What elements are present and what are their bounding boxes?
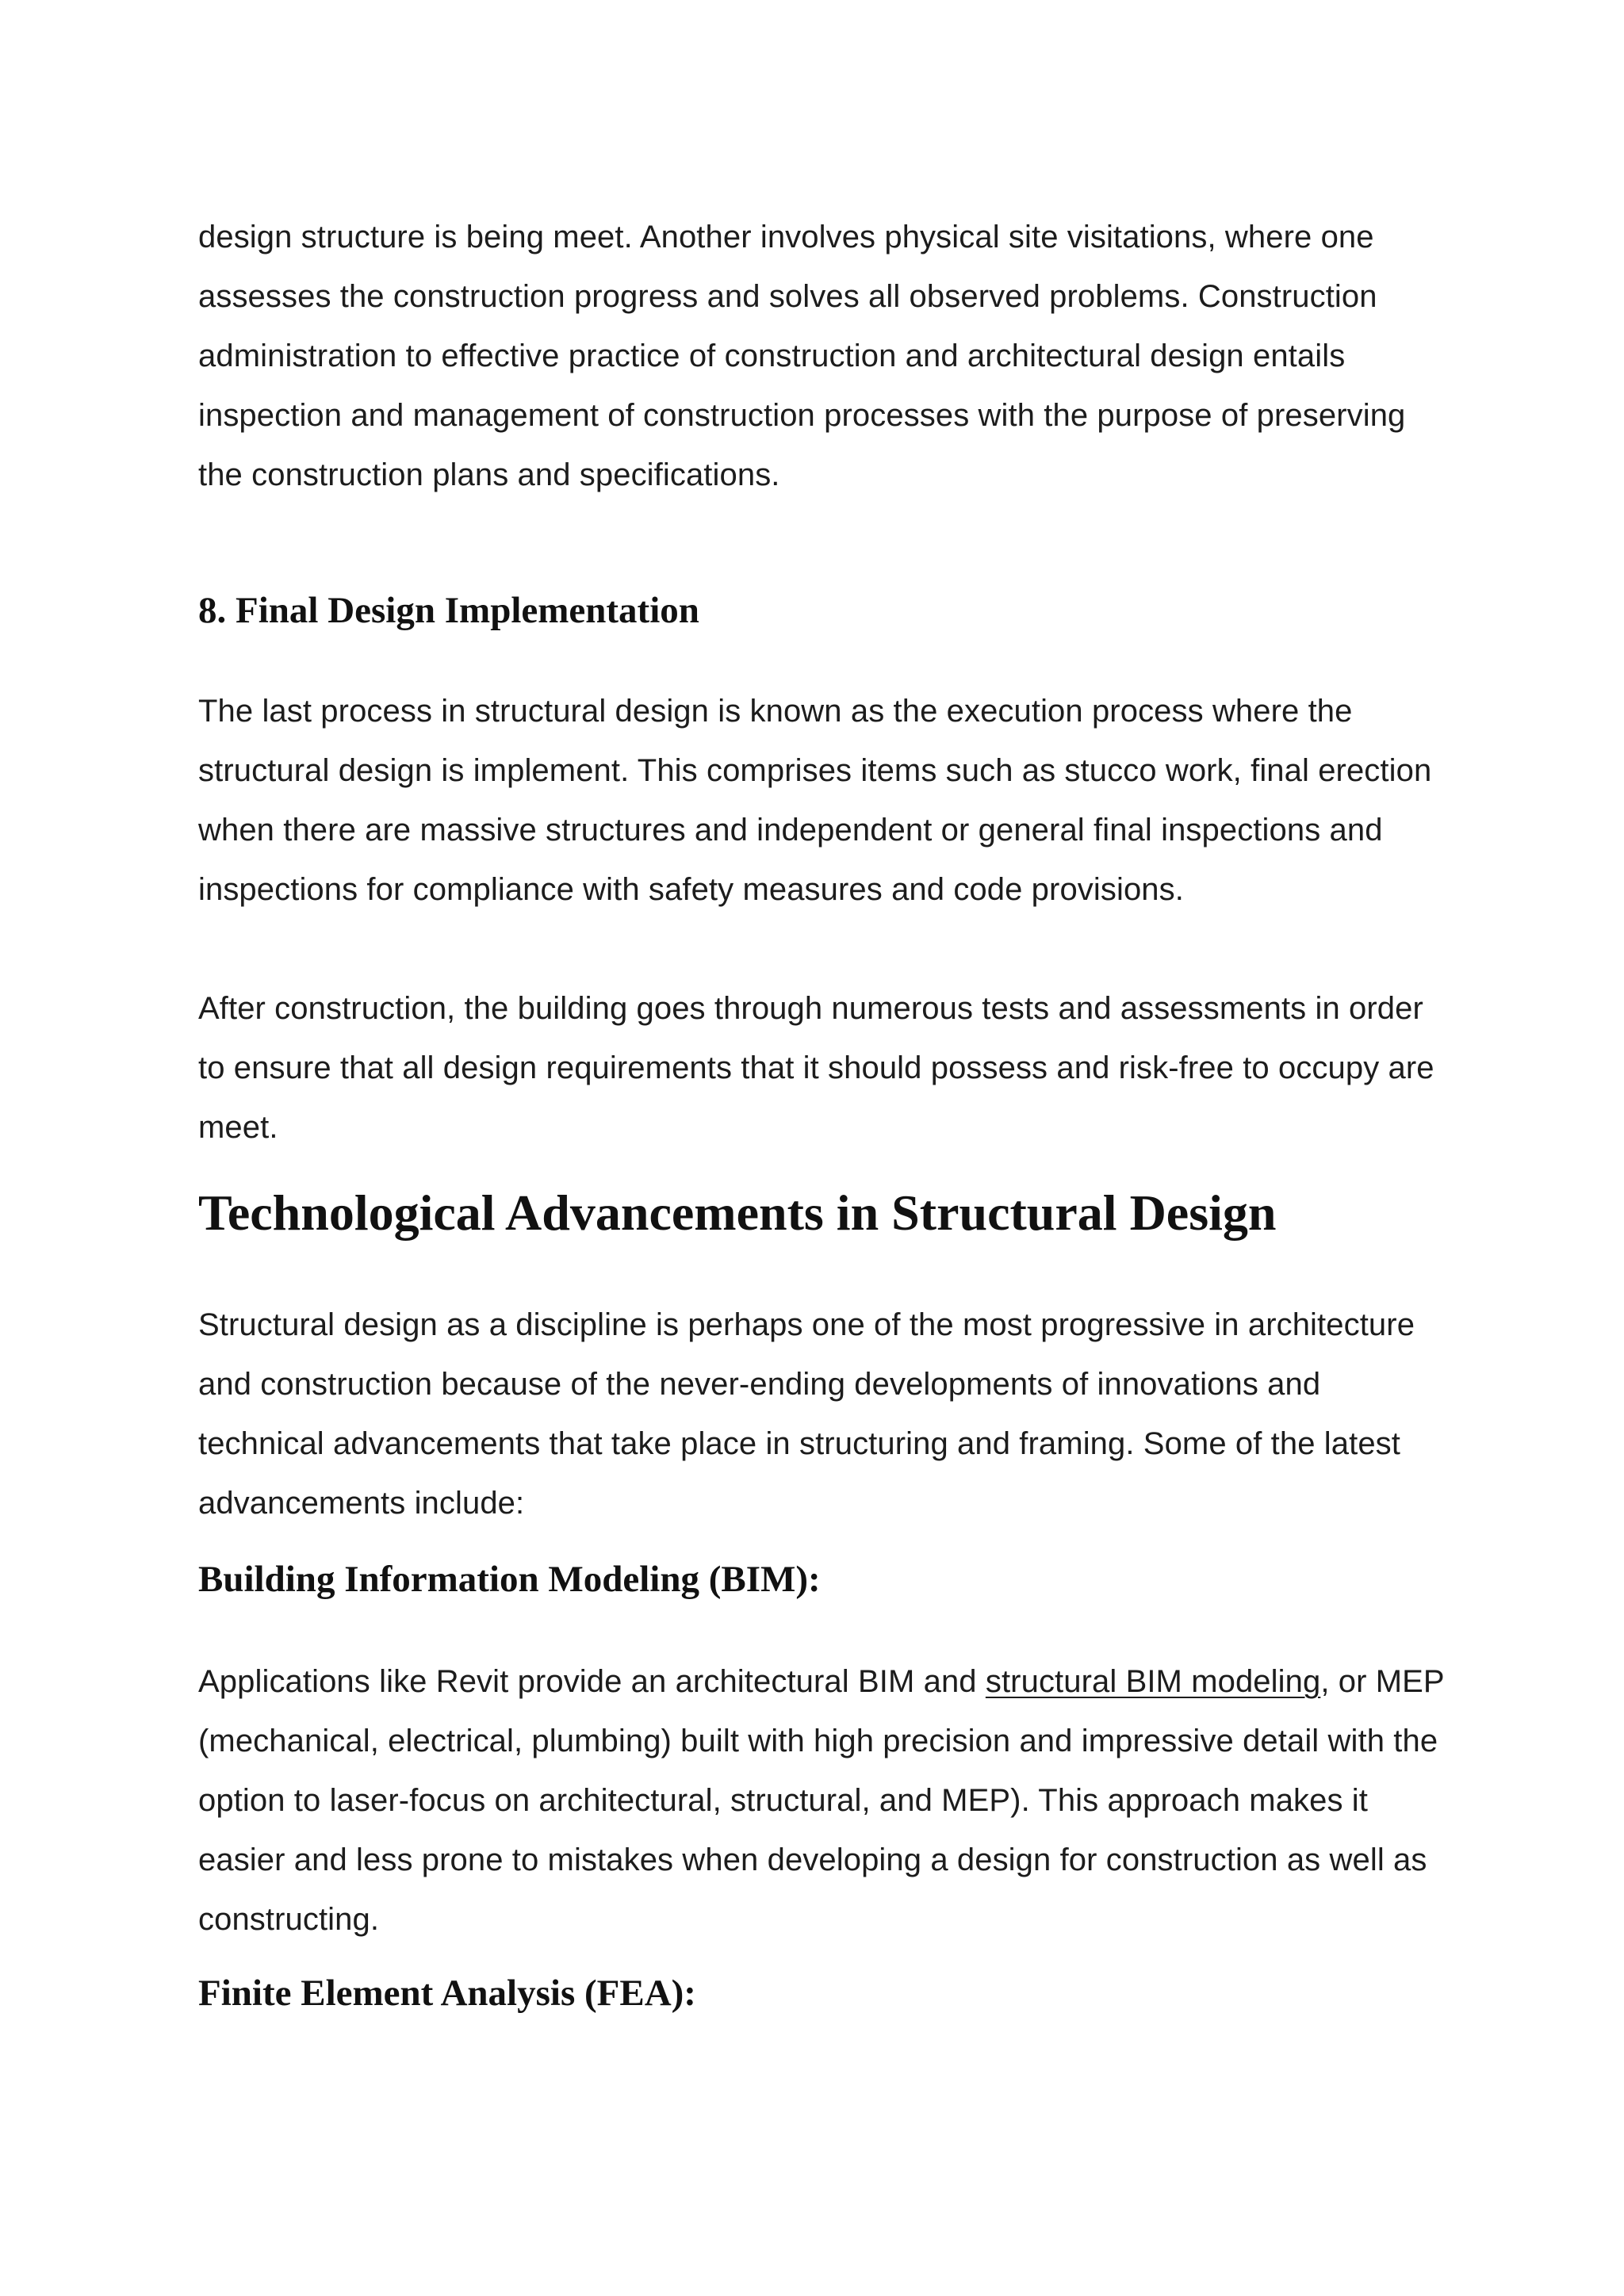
paragraph-bim-applications [198, 1652, 1451, 1950]
paragraph-construction-administration: design structure is being meet. Another involves physical site visitations, where one assesses the construction progress and solves all observed problems. Construction administration to effective practice of construction and architectural design entails inspection and management of construction processes with the purpose of preserving the construction plans and specifications. [198, 220, 1406, 492]
heading-technological-advancements: Technological Advancements in Structural Design [198, 1184, 1277, 1241]
bim-text-before-link: Applications like Revit provide an architectural BIM and [198, 1664, 986, 1699]
paragraph-structural-design-progressive: Structural design as a discipline is perhaps one of the most progressive in architecture and construction because of the never-ending developments of innovations and technical advancements that take place in structuring and framing. Some of the latest advancements include: [198, 1307, 1415, 1521]
heading-bim: Building Information Modeling (BIM): [198, 1559, 821, 1600]
heading-fea: Finite Element Analysis (FEA): [198, 1973, 696, 2014]
heading-final-design-implementation: 8. Final Design Implementation [198, 590, 699, 631]
structural-bim-modeling-link[interactable]: structural BIM modeling [985, 1664, 1321, 1699]
paragraph-execution-process: The last process in structural design is known as the execution process where the structural design is implement. This comprises items such as stucco work, final erection when there are massive structures and independent or general final inspections and inspections for compliance with safety measures and code provisions. [198, 694, 1432, 907]
bim-text-after-link: , or MEP (mechanical, electrical, plumbing) built with high precision and impressive detail with the option to laser-focus on architectural, structural, and MEP). This approach makes it easier and less prone to mistakes when developing a design for construction as well as constructing. [198, 1664, 1444, 1937]
paragraph-after-construction: After construction, the building goes through numerous tests and assessments in order to ensure that all design requirements that it should possess and risk-free to occupy are meet. [198, 991, 1434, 1145]
